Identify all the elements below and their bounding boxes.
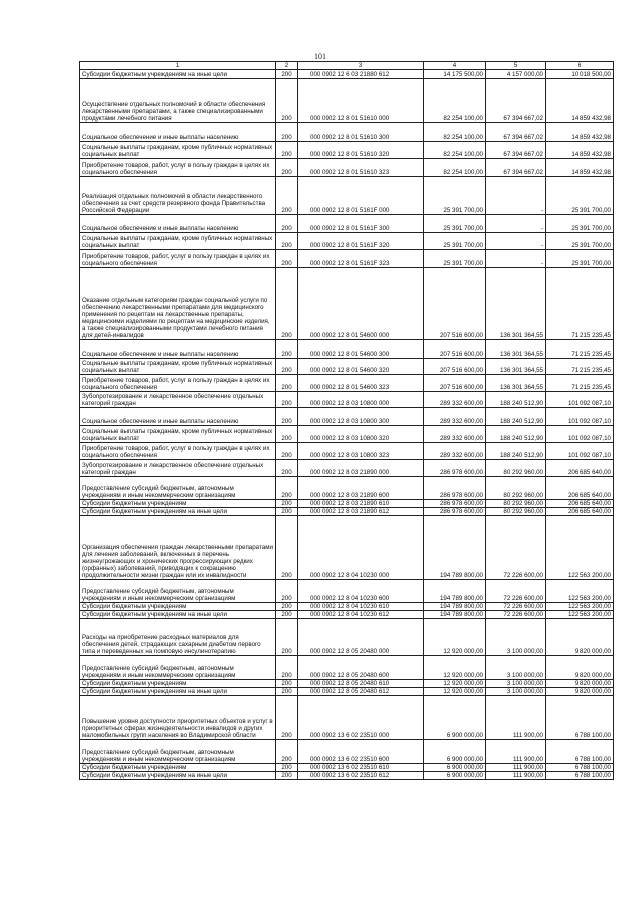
row-executed-cell: 3 100 000,00 bbox=[486, 688, 546, 696]
row-remaining-cell: 25 391 700,00 bbox=[546, 215, 614, 233]
row-approved-cell: 6 900 000,00 bbox=[424, 772, 486, 780]
row-code-cell: 200 bbox=[276, 340, 298, 359]
row-code-cell: 200 bbox=[276, 375, 298, 392]
table-row bbox=[80, 656, 614, 680]
row-remaining-cell: 9 820 000,00 bbox=[546, 656, 614, 680]
row-code-cell: 200 bbox=[276, 619, 298, 656]
row-code-cell: 200 bbox=[276, 772, 298, 780]
table-row bbox=[80, 740, 614, 764]
row-approved-cell: 82 254 100,00 bbox=[424, 159, 486, 177]
row-remaining-cell: 6 788 100,00 bbox=[546, 696, 614, 740]
row-name-cell: Расходы на приобретение расходных материалов для обеспечения детей, страдающих сахарным диабетом первого типа и переведенных на помповую инсулинотерапию bbox=[80, 619, 276, 656]
table-row bbox=[80, 764, 614, 772]
row-name-cell: Субсидии бюджетным учреждениям на иные цели bbox=[80, 70, 276, 79]
row-name-cell: Предоставление субсидий бюджетным, автономным учреждениям и иным некоммерческим организациям bbox=[80, 580, 276, 603]
row-kbk-cell: 000 0902 12 8 04 10230 000 bbox=[298, 516, 424, 580]
row-name-cell: Субсидии бюджетным учреждениям на иные цели bbox=[80, 611, 276, 619]
table-row bbox=[80, 250, 614, 268]
row-kbk-cell: 000 0902 12 8 03 10800 300 bbox=[298, 408, 424, 426]
row-kbk-cell: 000 0902 12 8 03 10800 323 bbox=[298, 443, 424, 460]
table-row bbox=[80, 500, 614, 508]
row-executed-cell: 136 301 364,55 bbox=[486, 359, 546, 375]
row-remaining-cell: 71 215 235,45 bbox=[546, 268, 614, 340]
row-executed-cell: 188 240 512,90 bbox=[486, 392, 546, 408]
budget-table bbox=[79, 61, 614, 780]
table-row bbox=[80, 268, 614, 340]
row-kbk-cell: 000 0902 12 8 01 51610 320 bbox=[298, 142, 424, 159]
row-name-cell: Социальные выплаты гражданам, кроме публичных нормативных социальных выплат bbox=[80, 142, 276, 159]
row-executed-cell: 188 240 512,90 bbox=[486, 426, 546, 443]
row-kbk-cell: 000 0902 12 8 01 51610 323 bbox=[298, 159, 424, 177]
row-code-cell: 200 bbox=[276, 392, 298, 408]
row-executed-cell: 72 226 600,00 bbox=[486, 603, 546, 611]
table-row bbox=[80, 392, 614, 408]
row-remaining-cell: 206 685 640,00 bbox=[546, 508, 614, 516]
column-header: 4 bbox=[424, 62, 486, 70]
row-remaining-cell: 9 820 000,00 bbox=[546, 619, 614, 656]
table-row bbox=[80, 408, 614, 426]
row-remaining-cell: 14 859 432,98 bbox=[546, 159, 614, 177]
row-kbk-cell: 000 0902 12 8 01 54600 300 bbox=[298, 340, 424, 359]
row-approved-cell: 207 516 600,00 bbox=[424, 375, 486, 392]
row-code-cell: 200 bbox=[276, 696, 298, 740]
row-approved-cell: 12 920 000,00 bbox=[424, 680, 486, 688]
row-approved-cell: 194 789 800,00 bbox=[424, 611, 486, 619]
table-row bbox=[80, 460, 614, 477]
row-kbk-cell: 000 0902 13 6 02 23510 610 bbox=[298, 764, 424, 772]
row-kbk-cell: 000 0902 12 8 05 20480 612 bbox=[298, 688, 424, 696]
row-approved-cell: 194 789 800,00 bbox=[424, 603, 486, 611]
row-executed-cell: 111 900,00 bbox=[486, 740, 546, 764]
row-name-cell: Социальные выплаты гражданам, кроме публичных нормативных социальных выплат bbox=[80, 233, 276, 250]
row-code-cell: 200 bbox=[276, 177, 298, 215]
row-executed-cell: 136 301 364,55 bbox=[486, 375, 546, 392]
row-executed-cell: - bbox=[486, 233, 546, 250]
row-remaining-cell: 9 820 000,00 bbox=[546, 680, 614, 688]
row-name-cell: Социальные выплаты гражданам, кроме публичных нормативных социальных выплат bbox=[80, 359, 276, 375]
row-remaining-cell: 101 092 087,10 bbox=[546, 392, 614, 408]
row-remaining-cell: 71 215 235,45 bbox=[546, 340, 614, 359]
row-name-cell: Приобретение товаров, работ, услуг в пользу граждан в целях их социального обеспечения bbox=[80, 159, 276, 177]
row-approved-cell: 207 516 600,00 bbox=[424, 268, 486, 340]
row-approved-cell: 289 332 600,00 bbox=[424, 443, 486, 460]
row-code-cell: 200 bbox=[276, 443, 298, 460]
row-executed-cell: 4 157 000,00 bbox=[486, 70, 546, 79]
row-code-cell: 200 bbox=[276, 250, 298, 268]
table-row bbox=[80, 215, 614, 233]
table-row bbox=[80, 142, 614, 159]
row-name-cell: Зубопротезирование и лекарственное обеспечение отдельных категорий граждан bbox=[80, 392, 276, 408]
row-approved-cell: 207 516 600,00 bbox=[424, 340, 486, 359]
row-executed-cell: 188 240 512,90 bbox=[486, 443, 546, 460]
row-remaining-cell: 206 685 640,00 bbox=[546, 460, 614, 477]
row-approved-cell: 6 900 000,00 bbox=[424, 740, 486, 764]
row-kbk-cell: 000 0902 12 8 01 51610 000 bbox=[298, 79, 424, 123]
table-row bbox=[80, 426, 614, 443]
row-approved-cell: 12 920 000,00 bbox=[424, 656, 486, 680]
row-code-cell: 200 bbox=[276, 680, 298, 688]
row-approved-cell: 289 332 600,00 bbox=[424, 392, 486, 408]
row-executed-cell: 72 226 600,00 bbox=[486, 580, 546, 603]
row-executed-cell: - bbox=[486, 250, 546, 268]
table-row bbox=[80, 611, 614, 619]
table-row bbox=[80, 603, 614, 611]
page-number: 101 bbox=[314, 52, 326, 61]
row-name-cell: Субсидии бюджетным учреждениям bbox=[80, 680, 276, 688]
row-kbk-cell: 000 0902 12 8 03 21890 600 bbox=[298, 477, 424, 500]
row-kbk-cell: 000 0902 12 8 01 5161F 300 bbox=[298, 215, 424, 233]
row-approved-cell: 14 175 500,00 bbox=[424, 70, 486, 79]
row-name-cell: Приобретение товаров, работ, услуг в пользу граждан в целях их социального обеспечения bbox=[80, 375, 276, 392]
table-row bbox=[80, 696, 614, 740]
row-kbk-cell: 000 0902 12 8 04 10230 610 bbox=[298, 603, 424, 611]
row-code-cell: 200 bbox=[276, 656, 298, 680]
row-executed-cell: 67 394 667,02 bbox=[486, 159, 546, 177]
table-row bbox=[80, 619, 614, 656]
column-header: 6 bbox=[546, 62, 614, 70]
row-remaining-cell: 206 685 640,00 bbox=[546, 477, 614, 500]
row-approved-cell: 6 900 000,00 bbox=[424, 696, 486, 740]
row-approved-cell: 286 978 600,00 bbox=[424, 500, 486, 508]
column-header: 1 bbox=[80, 62, 276, 70]
row-kbk-cell: 000 0902 12 8 05 20480 610 bbox=[298, 680, 424, 688]
row-name-cell: Реализация отдельных полномочий в области лекарственного обеспечения за счет средств резервного фонда Правительства Российской Федерации bbox=[80, 177, 276, 215]
row-code-cell: 200 bbox=[276, 142, 298, 159]
row-executed-cell: 3 100 000,00 bbox=[486, 680, 546, 688]
row-name-cell: Субсидии бюджетным учреждениям на иные цели bbox=[80, 508, 276, 516]
row-approved-cell: 82 254 100,00 bbox=[424, 142, 486, 159]
table-row bbox=[80, 177, 614, 215]
table-row bbox=[80, 123, 614, 142]
row-executed-cell: 72 226 600,00 bbox=[486, 516, 546, 580]
row-approved-cell: 289 332 600,00 bbox=[424, 408, 486, 426]
row-kbk-cell: 000 0902 12 8 03 21890 610 bbox=[298, 500, 424, 508]
row-remaining-cell: 14 859 432,98 bbox=[546, 123, 614, 142]
row-remaining-cell: 25 391 700,00 bbox=[546, 177, 614, 215]
row-code-cell: 200 bbox=[276, 764, 298, 772]
row-remaining-cell: 10 018 500,00 bbox=[546, 70, 614, 79]
row-remaining-cell: 6 788 100,00 bbox=[546, 764, 614, 772]
row-code-cell: 200 bbox=[276, 233, 298, 250]
row-executed-cell: 3 100 000,00 bbox=[486, 619, 546, 656]
row-executed-cell: - bbox=[486, 177, 546, 215]
row-code-cell: 200 bbox=[276, 123, 298, 142]
row-remaining-cell: 9 820 000,00 bbox=[546, 688, 614, 696]
row-remaining-cell: 122 563 200,00 bbox=[546, 611, 614, 619]
row-name-cell: Приобретение товаров, работ, услуг в пользу граждан в целях их социального обеспечения bbox=[80, 443, 276, 460]
row-approved-cell: 25 391 700,00 bbox=[424, 250, 486, 268]
row-kbk-cell: 000 0902 12 8 05 20480 600 bbox=[298, 656, 424, 680]
row-kbk-cell: 000 0902 12 8 05 20480 000 bbox=[298, 619, 424, 656]
row-executed-cell: 3 100 000,00 bbox=[486, 656, 546, 680]
row-remaining-cell: 101 092 087,10 bbox=[546, 443, 614, 460]
row-executed-cell: - bbox=[486, 215, 546, 233]
row-executed-cell: 80 292 960,00 bbox=[486, 500, 546, 508]
row-code-cell: 200 bbox=[276, 359, 298, 375]
table-row bbox=[80, 79, 614, 123]
row-executed-cell: 188 240 512,90 bbox=[486, 408, 546, 426]
row-name-cell: Оказание отдельным категориям граждан социальной услуги по обеспечению лекарственными препаратами для медицинского применения по рецептам на лекарственные препараты, медицинскими изделиями по рецептам на медицинские изделия, а также специализированными продуктами лечебного питания для детей-инвалидов bbox=[80, 268, 276, 340]
row-remaining-cell: 25 391 700,00 bbox=[546, 250, 614, 268]
column-header: 5 bbox=[486, 62, 546, 70]
row-code-cell: 200 bbox=[276, 408, 298, 426]
row-remaining-cell: 206 685 640,00 bbox=[546, 500, 614, 508]
row-kbk-cell: 000 0902 12 8 01 54600 323 bbox=[298, 375, 424, 392]
row-executed-cell: 111 900,00 bbox=[486, 764, 546, 772]
row-approved-cell: 289 332 600,00 bbox=[424, 426, 486, 443]
row-name-cell: Субсидии бюджетным учреждениям на иные цели bbox=[80, 688, 276, 696]
row-kbk-cell: 000 0902 12 8 03 21890 000 bbox=[298, 460, 424, 477]
row-name-cell: Предоставление субсидий бюджетным, автономным учреждениям и иным некоммерческим организациям bbox=[80, 477, 276, 500]
row-name-cell: Социальное обеспечение и иные выплаты населению bbox=[80, 408, 276, 426]
row-name-cell: Организация обеспечения граждан лекарственными препаратами для лечения заболеваний, включенных в перечень жизнеугрожающих и хронических прогрессирующих редких (орфанных) заболеваний, приводящих к сокращению продолжительности жизни граждан или их инвалидности bbox=[80, 516, 276, 580]
row-name-cell: Предоставление субсидий бюджетным, автономным учреждениям и иным некоммерческим организациям bbox=[80, 656, 276, 680]
row-name-cell: Зубопротезирование и лекарственное обеспечение отдельных категорий граждан bbox=[80, 460, 276, 477]
row-code-cell: 200 bbox=[276, 516, 298, 580]
row-code-cell: 200 bbox=[276, 70, 298, 79]
row-code-cell: 200 bbox=[276, 580, 298, 603]
row-kbk-cell: 000 0902 12 8 04 10230 612 bbox=[298, 611, 424, 619]
row-name-cell: Субсидии бюджетным учреждениям bbox=[80, 764, 276, 772]
row-code-cell: 200 bbox=[276, 215, 298, 233]
row-remaining-cell: 14 859 432,98 bbox=[546, 79, 614, 123]
row-executed-cell: 136 301 364,55 bbox=[486, 340, 546, 359]
row-remaining-cell: 101 092 087,10 bbox=[546, 408, 614, 426]
row-kbk-cell: 000 0902 12 8 03 10800 000 bbox=[298, 392, 424, 408]
table-row bbox=[80, 70, 614, 79]
row-code-cell: 200 bbox=[276, 603, 298, 611]
row-remaining-cell: 122 563 200,00 bbox=[546, 580, 614, 603]
row-kbk-cell: 000 0902 13 6 02 23510 612 bbox=[298, 772, 424, 780]
table-row bbox=[80, 477, 614, 500]
row-name-cell: Повышение уровня доступности приоритетных объектов и услуг в приоритетных сферах жизнедеятельности инвалидов и других маломобильных групп населения во Владимирской области bbox=[80, 696, 276, 740]
row-name-cell: Осуществление отдельных полномочий в области обеспечения лекарственными препаратами, а также специализированными продуктами лечебного питания bbox=[80, 79, 276, 123]
row-executed-cell: 111 900,00 bbox=[486, 696, 546, 740]
row-approved-cell: 82 254 100,00 bbox=[424, 79, 486, 123]
column-header: 2 bbox=[276, 62, 298, 70]
row-remaining-cell: 6 788 100,00 bbox=[546, 740, 614, 764]
row-kbk-cell: 000 0902 12 8 01 54600 320 bbox=[298, 359, 424, 375]
row-approved-cell: 25 391 700,00 bbox=[424, 233, 486, 250]
table-row bbox=[80, 772, 614, 780]
row-kbk-cell: 000 0902 13 6 02 23510 600 bbox=[298, 740, 424, 764]
row-approved-cell: 82 254 100,00 bbox=[424, 123, 486, 142]
row-approved-cell: 286 978 600,00 bbox=[424, 508, 486, 516]
row-name-cell: Субсидии бюджетным учреждениям на иные цели bbox=[80, 772, 276, 780]
row-kbk-cell: 000 0902 12 8 01 54600 000 bbox=[298, 268, 424, 340]
row-remaining-cell: 122 563 200,00 bbox=[546, 516, 614, 580]
row-kbk-cell: 000 0902 12 8 01 5161F 323 bbox=[298, 250, 424, 268]
row-code-cell: 200 bbox=[276, 268, 298, 340]
row-name-cell: Субсидии бюджетным учреждениям bbox=[80, 603, 276, 611]
row-code-cell: 200 bbox=[276, 426, 298, 443]
row-name-cell: Предоставление субсидий бюджетным, автономным учреждениям и иным некоммерческим организациям bbox=[80, 740, 276, 764]
row-remaining-cell: 101 092 087,10 bbox=[546, 426, 614, 443]
row-executed-cell: 67 394 667,02 bbox=[486, 79, 546, 123]
table-row bbox=[80, 508, 614, 516]
row-approved-cell: 12 920 000,00 bbox=[424, 688, 486, 696]
row-kbk-cell: 000 0902 13 6 02 23510 000 bbox=[298, 696, 424, 740]
row-approved-cell: 286 978 600,00 bbox=[424, 460, 486, 477]
row-remaining-cell: 6 788 100,00 bbox=[546, 772, 614, 780]
row-remaining-cell: 71 215 235,45 bbox=[546, 375, 614, 392]
header-row bbox=[80, 62, 614, 70]
row-name-cell: Социальные выплаты гражданам, кроме публичных нормативных социальных выплат bbox=[80, 426, 276, 443]
table-body bbox=[80, 70, 614, 780]
row-executed-cell: 67 394 667,02 bbox=[486, 142, 546, 159]
row-code-cell: 200 bbox=[276, 611, 298, 619]
row-kbk-cell: 000 0902 12 8 01 5161F 000 bbox=[298, 177, 424, 215]
row-name-cell: Социальное обеспечение и иные выплаты населению bbox=[80, 215, 276, 233]
table-row bbox=[80, 375, 614, 392]
row-executed-cell: 111 900,00 bbox=[486, 772, 546, 780]
column-header: 3 bbox=[298, 62, 424, 70]
row-approved-cell: 6 900 000,00 bbox=[424, 764, 486, 772]
row-code-cell: 200 bbox=[276, 508, 298, 516]
row-name-cell: Субсидии бюджетным учреждениям bbox=[80, 500, 276, 508]
row-executed-cell: 136 301 364,55 bbox=[486, 268, 546, 340]
table-row bbox=[80, 516, 614, 580]
row-kbk-cell: 000 0902 12 8 04 10230 600 bbox=[298, 580, 424, 603]
row-remaining-cell: 25 391 700,00 bbox=[546, 233, 614, 250]
row-kbk-cell: 000 0902 12 8 03 21890 612 bbox=[298, 508, 424, 516]
row-approved-cell: 25 391 700,00 bbox=[424, 177, 486, 215]
row-kbk-cell: 000 0902 12 8 01 5161F 320 bbox=[298, 233, 424, 250]
row-remaining-cell: 71 215 235,45 bbox=[546, 359, 614, 375]
table-row bbox=[80, 340, 614, 359]
row-approved-cell: 207 516 600,00 bbox=[424, 359, 486, 375]
row-kbk-cell: 000 0902 12 8 03 10800 320 bbox=[298, 426, 424, 443]
table-row bbox=[80, 233, 614, 250]
row-executed-cell: 80 292 960,00 bbox=[486, 477, 546, 500]
table-row bbox=[80, 580, 614, 603]
row-code-cell: 200 bbox=[276, 740, 298, 764]
row-remaining-cell: 14 859 432,98 bbox=[546, 142, 614, 159]
row-remaining-cell: 122 563 200,00 bbox=[546, 603, 614, 611]
row-approved-cell: 194 789 800,00 bbox=[424, 580, 486, 603]
row-executed-cell: 80 292 960,00 bbox=[486, 508, 546, 516]
row-code-cell: 200 bbox=[276, 460, 298, 477]
row-approved-cell: 12 920 000,00 bbox=[424, 619, 486, 656]
table-row bbox=[80, 159, 614, 177]
row-executed-cell: 72 226 600,00 bbox=[486, 611, 546, 619]
table-row bbox=[80, 680, 614, 688]
row-approved-cell: 194 789 800,00 bbox=[424, 516, 486, 580]
row-code-cell: 200 bbox=[276, 159, 298, 177]
row-name-cell: Социальное обеспечение и иные выплаты населению bbox=[80, 123, 276, 142]
row-code-cell: 200 bbox=[276, 477, 298, 500]
row-executed-cell: 67 394 667,02 bbox=[486, 123, 546, 142]
row-name-cell: Приобретение товаров, работ, услуг в пользу граждан в целях их социального обеспечения bbox=[80, 250, 276, 268]
row-name-cell: Социальное обеспечение и иные выплаты населению bbox=[80, 340, 276, 359]
row-code-cell: 200 bbox=[276, 688, 298, 696]
row-kbk-cell: 000 0902 12 6 03 21880 612 bbox=[298, 70, 424, 79]
row-kbk-cell: 000 0902 12 8 01 51610 300 bbox=[298, 123, 424, 142]
table-row bbox=[80, 359, 614, 375]
table-row bbox=[80, 443, 614, 460]
row-executed-cell: 80 292 960,00 bbox=[486, 460, 546, 477]
row-approved-cell: 286 978 600,00 bbox=[424, 477, 486, 500]
row-code-cell: 200 bbox=[276, 79, 298, 123]
row-approved-cell: 25 391 700,00 bbox=[424, 215, 486, 233]
table-row bbox=[80, 688, 614, 696]
row-code-cell: 200 bbox=[276, 500, 298, 508]
